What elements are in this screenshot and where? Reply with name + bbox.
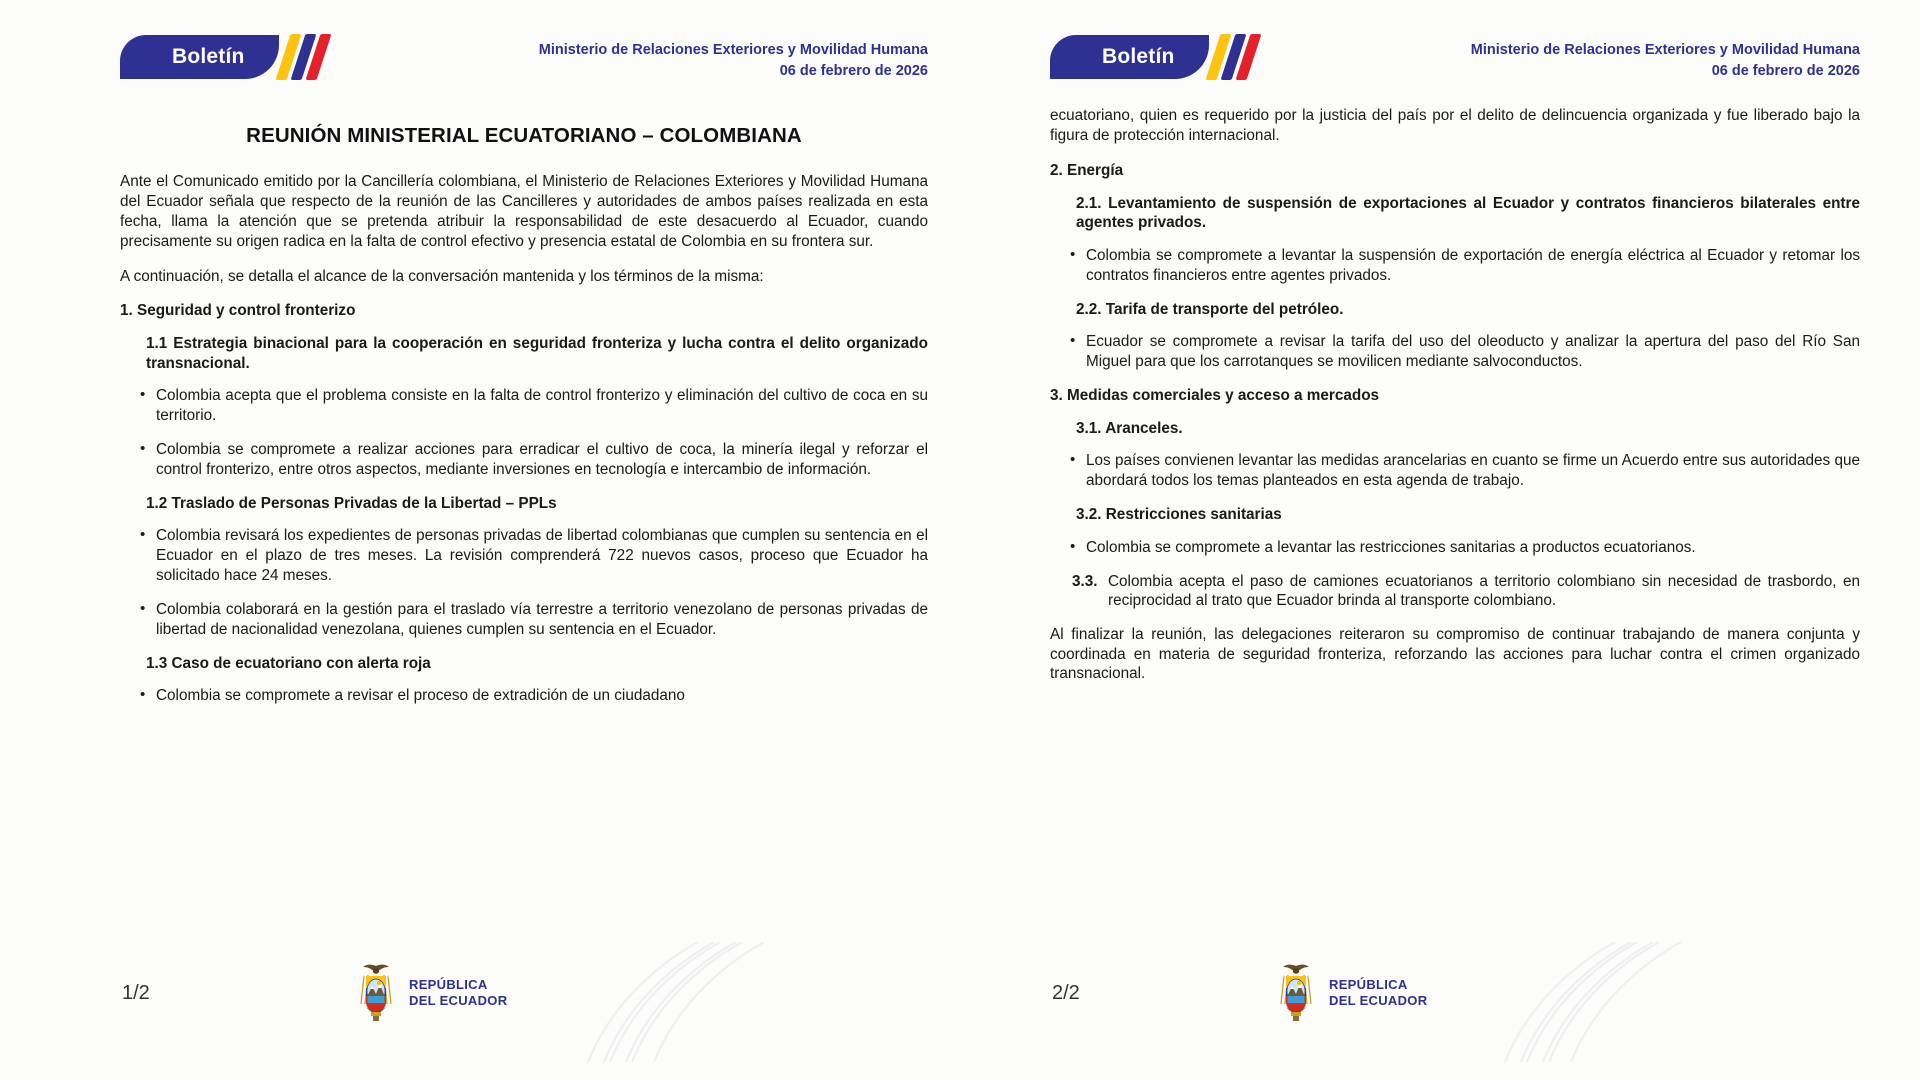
page-title: REUNIÓN MINISTERIAL ECUATORIANO – COLOMBIANA bbox=[246, 124, 802, 147]
subsection-heading-2-1: 2.1. Levantamiento de suspensión de exportaciones al Ecuador y contratos financieros bilaterales entre agentes privados. bbox=[1076, 194, 1860, 232]
list-item: • Colombia revisará los expedientes de personas privadas de libertad colombianas que cumplen su sentencia en el Ecuador en el plazo de tres meses. La revisión comprenderá 722 nuevos casos, proceso que Ecuador ha solicitado hace 24 meses. bbox=[120, 526, 928, 586]
flag-stripes-icon bbox=[283, 34, 328, 80]
page-footer bbox=[960, 956, 1920, 1052]
stripes-watermark-icon bbox=[1465, 942, 1695, 1062]
bulletin-date: 06 de febrero de 2026 bbox=[779, 63, 928, 80]
closing-paragraph: Al finalizar la reunión, las delegaciones reiteraron su compromiso de continuar trabajando de manera conjunta y coordinada en materia de seguridad fronteriza, reforzando las acciones para luchar contra el crimen organizado transnacional. bbox=[1050, 625, 1860, 683]
subsection-heading-3-1: 3.1. Aranceles. bbox=[1076, 419, 1183, 437]
republic-emblem-group bbox=[1272, 962, 1427, 1024]
bullet-list-3-2 bbox=[1050, 538, 1860, 558]
subsection-text-3-3: Colombia acepta el paso de camiones ecuatorianos a territorio colombiano sin necesidad de trasbordo, en reciprocidad al trato que Ecuador brinda al transporte colombiano. bbox=[1108, 572, 1860, 610]
page-number: 1/2 bbox=[122, 982, 150, 1004]
emblem-line-1: REPÚBLICA bbox=[409, 977, 488, 993]
subsection-heading-1-3: 1.3 Caso de ecuatoriano con alerta roja bbox=[146, 654, 431, 672]
section-heading-2: 2. Energía bbox=[1050, 161, 1124, 179]
republic-emblem-text bbox=[1329, 977, 1427, 1009]
ministry-header-text bbox=[1288, 34, 1860, 82]
section-heading-1: 1. Seguridad y control fronterizo bbox=[120, 302, 356, 320]
bullet-list-1-1 bbox=[120, 386, 928, 480]
subsection-heading-3-2: 3.2. Restricciones sanitarias bbox=[1076, 506, 1282, 524]
list-item: • Colombia acepta que el problema consiste en la falta de control fronterizo y eliminación del cultivo de coca en su territorio. bbox=[120, 386, 928, 426]
ministry-name: Ministerio de Relaciones Exteriores y Movilidad Humana bbox=[538, 42, 928, 58]
subsection-heading-1-2: 1.2 Traslado de Personas Privadas de la Libertad – PPLs bbox=[146, 494, 557, 512]
page-number: 2/2 bbox=[1052, 982, 1080, 1004]
page-header bbox=[1050, 0, 1860, 96]
ecuador-coat-of-arms-icon bbox=[1272, 962, 1320, 1024]
flag-stripes-icon bbox=[1213, 34, 1258, 80]
continuation-paragraph: ecuatoriano, quien es requerido por la justicia del país por el delito de delincuencia organizada y fue liberado bajo la figura de protección internacional. bbox=[1050, 107, 1860, 144]
document-page-2 bbox=[960, 0, 1920, 1080]
intro-paragraph-1: Ante el Comunicado emitido por la Cancillería colombiana, el Ministerio de Relaciones Exteriores y Movilidad Humana del Ecuador señala que respecto de la reunión de las Cancilleres y autoridades de ambos países realizada en esta fecha, llama la atención que se pretenda atribuir la responsabilidad de este desacuerdo al Ecuador, cuando precisamente su origen radica en la falta de control efectivo y presencia estatal de Colombia en su frontera sur. bbox=[120, 173, 928, 250]
list-item: • Colombia se compromete a realizar acciones para erradicar el cultivo de coca, la minería ilegal y reforzar el control fronterizo, entre otros aspectos, mediante inversiones en tecnología e intercambio de información. bbox=[120, 440, 928, 480]
section-heading-3: 3. Medidas comerciales y acceso a mercados bbox=[1050, 386, 1380, 404]
ecuador-coat-of-arms-icon bbox=[352, 962, 400, 1024]
page-1-body bbox=[120, 96, 928, 706]
boletin-badge-group bbox=[120, 34, 328, 80]
bullet-list-1-3 bbox=[120, 686, 928, 706]
list-item: • Colombia se compromete a revisar el proceso de extradición de un ciudadano bbox=[120, 686, 928, 706]
republic-emblem-text bbox=[409, 977, 507, 1009]
boletin-badge: Boletín bbox=[1050, 35, 1209, 79]
list-item: • Los países convienen levantar las medidas arancelarias en cuanto se firme un Acuerdo entre sus autoridades que abordará todos los temas planteados en esta agenda de trabajo. bbox=[1050, 451, 1860, 491]
subsection-heading-1-1: 1.1 Estrategia binacional para la cooperación en seguridad fronteriza y lucha contra el delito organizado transnacional. bbox=[146, 335, 928, 372]
ministry-header-text bbox=[358, 34, 928, 82]
bullet-list-2-2 bbox=[1050, 332, 1860, 372]
list-item: • Colombia se compromete a levantar las restricciones sanitarias a productos ecuatorianos. bbox=[1050, 538, 1860, 558]
republic-emblem-group bbox=[352, 962, 507, 1024]
boletin-badge: Boletín bbox=[120, 35, 279, 79]
emblem-line-2: DEL ECUADOR bbox=[1329, 993, 1428, 1008]
bulletin-date: 06 de febrero de 2026 bbox=[1711, 63, 1860, 80]
page-header bbox=[120, 0, 928, 96]
page-footer bbox=[0, 956, 960, 1052]
stripes-watermark-icon bbox=[548, 942, 778, 1062]
emblem-line-2: DEL ECUADOR bbox=[409, 993, 508, 1008]
page-2-body bbox=[1050, 96, 1860, 684]
list-item: • Colombia colaborará en la gestión para el traslado vía terrestre a territorio venezolano de personas privadas de libertad de nacionalidad venezolana, quienes cumplen su sentencia en el Ecuador. bbox=[120, 600, 928, 640]
list-item: • Colombia se compromete a levantar la suspensión de exportación de energía eléctrica al Ecuador y retomar los contratos financieros entre agentes privados. bbox=[1050, 246, 1860, 286]
list-item: • Ecuador se compromete a revisar la tarifa del uso del oleoducto y analizar la apertura del paso del Río San Miguel para que los carrotanques se movilicen mediante salvoconductos. bbox=[1050, 332, 1860, 372]
subsection-item-3-3 bbox=[1050, 572, 1860, 611]
ministry-name: Ministerio de Relaciones Exteriores y Movilidad Humana bbox=[1470, 42, 1860, 58]
emblem-line-1: REPÚBLICA bbox=[1329, 977, 1408, 993]
boletin-badge-group bbox=[1050, 34, 1258, 80]
bullet-list-1-2 bbox=[120, 526, 928, 639]
bullet-list-3-1 bbox=[1050, 451, 1860, 491]
intro-paragraph-2: A continuación, se detalla el alcance de la conversación mantenida y los términos de la misma: bbox=[120, 267, 764, 285]
subsection-heading-2-2: 2.2. Tarifa de transporte del petróleo. bbox=[1076, 300, 1344, 318]
subsection-number-3-3: 3.3. bbox=[1072, 572, 1098, 590]
bullet-list-2-1 bbox=[1050, 246, 1860, 286]
